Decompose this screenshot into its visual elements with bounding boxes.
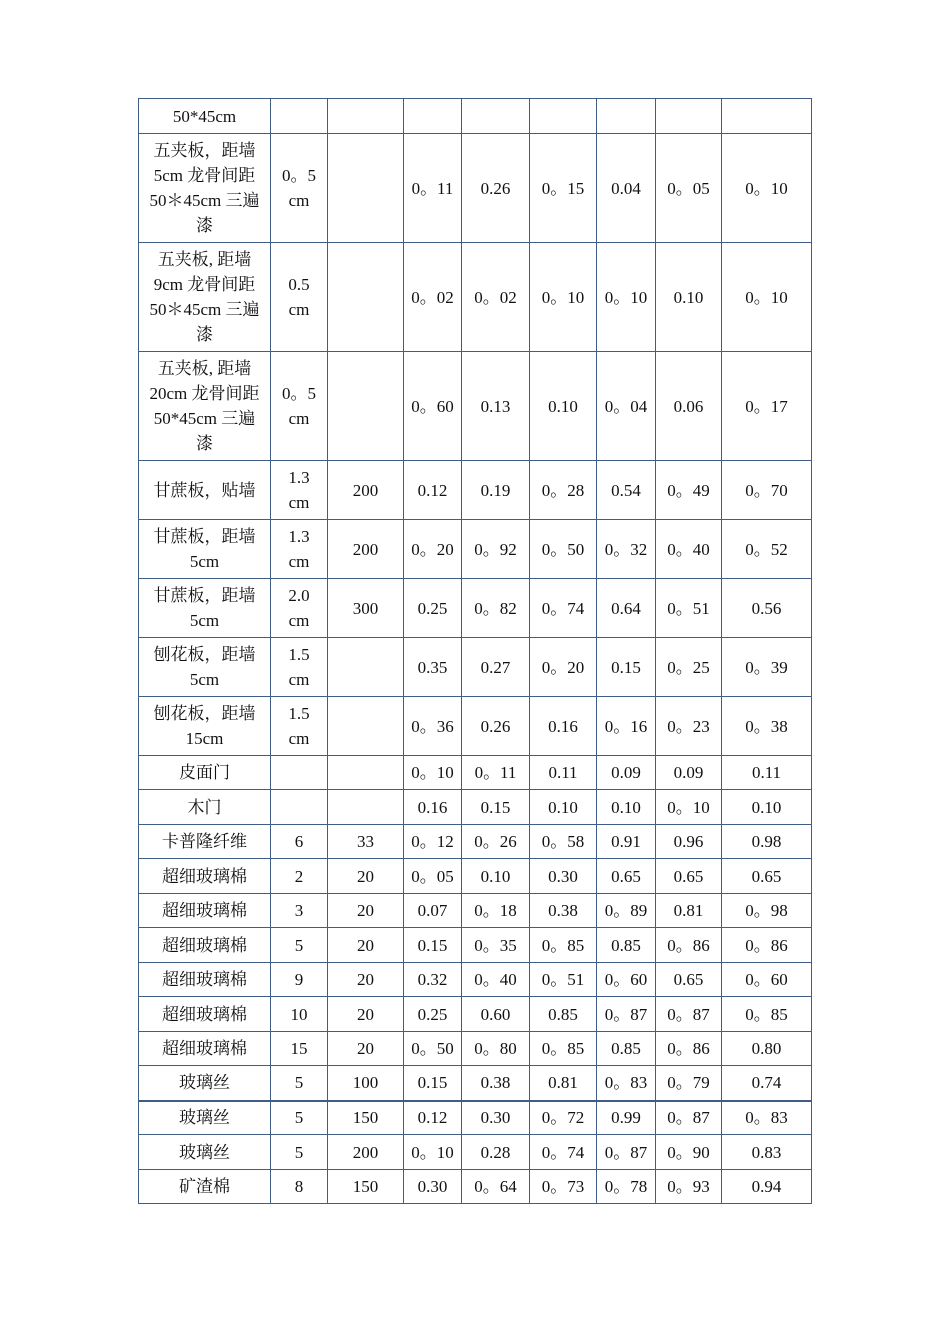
density-cell (328, 352, 404, 461)
table-row (139, 520, 812, 579)
table-row (139, 756, 812, 790)
coef-cell-1: 0。05 (404, 859, 462, 894)
coef-cell-5: 0.81 (656, 894, 722, 928)
coef-cell-5: 0.65 (656, 859, 722, 894)
thickness-cell: 8 (271, 1170, 328, 1204)
coef-cell-3: 0.38 (530, 894, 597, 928)
coef-cell-4: 0.85 (597, 928, 656, 963)
material-cell: 玻璃丝 (139, 1135, 271, 1170)
density-cell (328, 756, 404, 790)
coef-cell-1: 0.12 (404, 461, 462, 520)
coef-cell-5: 0。23 (656, 697, 722, 756)
material-cell: 皮面门 (139, 756, 271, 790)
coef-cell-2: 0.27 (462, 638, 530, 697)
coef-cell-2: 0.60 (462, 997, 530, 1032)
coef-cell-1: 0.07 (404, 894, 462, 928)
coef-cell-1: 0.15 (404, 928, 462, 963)
thickness-cell (271, 790, 328, 825)
table-row (139, 894, 812, 928)
material-cell: 甘蔗板，贴墙 (139, 461, 271, 520)
coef-cell-1: 0。10 (404, 756, 462, 790)
coef-cell-4: 0.09 (597, 756, 656, 790)
coef-cell-3: 0.81 (530, 1066, 597, 1101)
coef-cell-4: 0.15 (597, 638, 656, 697)
coef-cell-3: 0.10 (530, 352, 597, 461)
coef-cell-3: 0.30 (530, 859, 597, 894)
coef-cell-4: 0。32 (597, 520, 656, 579)
coef-cell-1: 0.32 (404, 963, 462, 997)
density-cell (328, 638, 404, 697)
coef-cell-3 (530, 99, 597, 134)
coef-cell-6: 0.74 (722, 1066, 812, 1101)
density-cell: 20 (328, 859, 404, 894)
density-cell: 33 (328, 825, 404, 859)
coef-cell-5: 0。40 (656, 520, 722, 579)
material-cell: 超细玻璃棉 (139, 1032, 271, 1066)
coef-cell-6: 0。83 (722, 1101, 812, 1135)
coef-cell-4 (597, 99, 656, 134)
coef-cell-2: 0。35 (462, 928, 530, 963)
coef-cell-5: 0。05 (656, 134, 722, 243)
coef-cell-6: 0.56 (722, 579, 812, 638)
coef-cell-4: 0。10 (597, 243, 656, 352)
coef-cell-2: 0。64 (462, 1170, 530, 1204)
coef-cell-6: 0。38 (722, 697, 812, 756)
material-cell: 木门 (139, 790, 271, 825)
material-cell: 玻璃丝 (139, 1066, 271, 1101)
coef-cell-1: 0.30 (404, 1170, 462, 1204)
coef-cell-4: 0。60 (597, 963, 656, 997)
material-cell: 五夹板，距墙 5cm 龙骨间距 50＊45cm 三遍 漆 (139, 134, 271, 243)
coef-cell-1: 0。10 (404, 1135, 462, 1170)
coef-cell-2: 0.30 (462, 1101, 530, 1135)
coef-cell-4: 0.65 (597, 859, 656, 894)
thickness-cell (271, 756, 328, 790)
coef-cell-6: 0。86 (722, 928, 812, 963)
coef-cell-6: 0。98 (722, 894, 812, 928)
coef-cell-2: 0。18 (462, 894, 530, 928)
coef-cell-1: 0。20 (404, 520, 462, 579)
coef-cell-5: 0。49 (656, 461, 722, 520)
thickness-cell: 0。5 cm (271, 134, 328, 243)
coef-cell-5: 0.65 (656, 963, 722, 997)
density-cell: 20 (328, 997, 404, 1032)
table-row (139, 352, 812, 461)
table-row (139, 697, 812, 756)
table-row (139, 1032, 812, 1066)
coef-cell-3: 0。74 (530, 1135, 597, 1170)
coef-cell-5: 0。90 (656, 1135, 722, 1170)
coef-cell-1: 0。36 (404, 697, 462, 756)
table-row (139, 243, 812, 352)
density-cell: 20 (328, 1032, 404, 1066)
density-cell: 20 (328, 894, 404, 928)
density-cell: 150 (328, 1170, 404, 1204)
coef-cell-6: 0.10 (722, 790, 812, 825)
thickness-cell: 2 (271, 859, 328, 894)
coef-cell-3: 0.10 (530, 790, 597, 825)
coef-cell-2 (462, 99, 530, 134)
thickness-cell (271, 99, 328, 134)
coef-cell-2: 0。40 (462, 963, 530, 997)
density-cell: 200 (328, 461, 404, 520)
coef-cell-1: 0.35 (404, 638, 462, 697)
material-cell: 卡普隆纤维 (139, 825, 271, 859)
table-row (139, 1170, 812, 1204)
coef-cell-2: 0。80 (462, 1032, 530, 1066)
coef-cell-5 (656, 99, 722, 134)
coef-cell-2: 0.38 (462, 1066, 530, 1101)
material-cell: 甘蔗板，距墙 5cm (139, 520, 271, 579)
coef-cell-6: 0。10 (722, 243, 812, 352)
coef-cell-4: 0.64 (597, 579, 656, 638)
material-cell: 超细玻璃棉 (139, 997, 271, 1032)
absorption-table-container (138, 98, 812, 1204)
material-cell: 超细玻璃棉 (139, 859, 271, 894)
coef-cell-2: 0。02 (462, 243, 530, 352)
table-row (139, 134, 812, 243)
coef-cell-2: 0。26 (462, 825, 530, 859)
coef-cell-3: 0。50 (530, 520, 597, 579)
coef-cell-1: 0.15 (404, 1066, 462, 1101)
density-cell: 200 (328, 520, 404, 579)
material-cell: 五夹板, 距墙 9cm 龙骨间距 50＊45cm 三遍 漆 (139, 243, 271, 352)
coef-cell-5: 0。86 (656, 1032, 722, 1066)
coef-cell-3: 0。74 (530, 579, 597, 638)
coef-cell-1: 0。02 (404, 243, 462, 352)
coef-cell-3: 0。85 (530, 1032, 597, 1066)
coef-cell-3: 0。51 (530, 963, 597, 997)
thickness-cell: 2.0 cm (271, 579, 328, 638)
coef-cell-4: 0。89 (597, 894, 656, 928)
thickness-cell: 0.5 cm (271, 243, 328, 352)
coef-cell-5: 0。87 (656, 997, 722, 1032)
material-cell: 五夹板, 距墙 20cm 龙骨间距 50*45cm 三遍 漆 (139, 352, 271, 461)
material-cell: 甘蔗板，距墙 5cm (139, 579, 271, 638)
coef-cell-5: 0。86 (656, 928, 722, 963)
coef-cell-5: 0.10 (656, 243, 722, 352)
thickness-cell: 1.5 cm (271, 638, 328, 697)
coef-cell-4: 0。16 (597, 697, 656, 756)
coef-cell-6: 0。85 (722, 997, 812, 1032)
density-cell: 150 (328, 1101, 404, 1135)
coef-cell-3: 0.11 (530, 756, 597, 790)
coef-cell-4: 0。78 (597, 1170, 656, 1204)
coef-cell-6: 0.65 (722, 859, 812, 894)
thickness-cell: 9 (271, 963, 328, 997)
thickness-cell: 15 (271, 1032, 328, 1066)
absorption-table (138, 98, 812, 1204)
thickness-cell: 0。5 cm (271, 352, 328, 461)
coef-cell-6 (722, 99, 812, 134)
table-row (139, 1066, 812, 1101)
coef-cell-6: 0。52 (722, 520, 812, 579)
thickness-cell: 5 (271, 1066, 328, 1101)
table-row (139, 1101, 812, 1135)
density-cell (328, 790, 404, 825)
coef-cell-6: 0。17 (722, 352, 812, 461)
coef-cell-1: 0。50 (404, 1032, 462, 1066)
material-cell: 矿渣棉 (139, 1170, 271, 1204)
table-row (139, 997, 812, 1032)
coef-cell-2: 0.15 (462, 790, 530, 825)
coef-cell-2: 0.26 (462, 134, 530, 243)
table-row (139, 579, 812, 638)
coef-cell-1: 0.25 (404, 579, 462, 638)
coef-cell-1: 0.16 (404, 790, 462, 825)
coef-cell-5: 0。51 (656, 579, 722, 638)
density-cell (328, 697, 404, 756)
coef-cell-2: 0.26 (462, 697, 530, 756)
coef-cell-2: 0。92 (462, 520, 530, 579)
thickness-cell: 3 (271, 894, 328, 928)
density-cell: 100 (328, 1066, 404, 1101)
coef-cell-1: 0。60 (404, 352, 462, 461)
thickness-cell: 10 (271, 997, 328, 1032)
coef-cell-2: 0。11 (462, 756, 530, 790)
coef-cell-6: 0。10 (722, 134, 812, 243)
thickness-cell: 5 (271, 1135, 328, 1170)
coef-cell-3: 0。15 (530, 134, 597, 243)
density-cell (328, 134, 404, 243)
coef-cell-4: 0.91 (597, 825, 656, 859)
thickness-cell: 5 (271, 928, 328, 963)
thickness-cell: 1.3 cm (271, 520, 328, 579)
density-cell: 20 (328, 963, 404, 997)
coef-cell-3: 0.16 (530, 697, 597, 756)
thickness-cell: 6 (271, 825, 328, 859)
coef-cell-1: 0.12 (404, 1101, 462, 1135)
coef-cell-6: 0.94 (722, 1170, 812, 1204)
coef-cell-3: 0。10 (530, 243, 597, 352)
coef-cell-2: 0.28 (462, 1135, 530, 1170)
coef-cell-6: 0.80 (722, 1032, 812, 1066)
table-row (139, 928, 812, 963)
coef-cell-1 (404, 99, 462, 134)
coef-cell-3: 0。20 (530, 638, 597, 697)
table-row (139, 859, 812, 894)
material-cell: 超细玻璃棉 (139, 963, 271, 997)
coef-cell-4: 0.85 (597, 1032, 656, 1066)
coef-cell-5: 0.06 (656, 352, 722, 461)
table-body (139, 99, 812, 1204)
coef-cell-4: 0。83 (597, 1066, 656, 1101)
table-row (139, 790, 812, 825)
coef-cell-4: 0。04 (597, 352, 656, 461)
coef-cell-6: 0.98 (722, 825, 812, 859)
thickness-cell: 1.5 cm (271, 697, 328, 756)
coef-cell-5: 0。25 (656, 638, 722, 697)
coef-cell-3: 0。72 (530, 1101, 597, 1135)
material-cell: 玻璃丝 (139, 1101, 271, 1135)
coef-cell-4: 0.54 (597, 461, 656, 520)
table-row (139, 825, 812, 859)
coef-cell-4: 0.04 (597, 134, 656, 243)
coef-cell-4: 0。87 (597, 1135, 656, 1170)
coef-cell-4: 0.10 (597, 790, 656, 825)
density-cell (328, 243, 404, 352)
coef-cell-5: 0。10 (656, 790, 722, 825)
coef-cell-1: 0。12 (404, 825, 462, 859)
coef-cell-5: 0。93 (656, 1170, 722, 1204)
table-row (139, 638, 812, 697)
coef-cell-6: 0。60 (722, 963, 812, 997)
coef-cell-2: 0.10 (462, 859, 530, 894)
material-cell: 超细玻璃棉 (139, 928, 271, 963)
density-cell: 20 (328, 928, 404, 963)
coef-cell-2: 0。82 (462, 579, 530, 638)
material-cell: 刨花板，距墙 5cm (139, 638, 271, 697)
coef-cell-6: 0。70 (722, 461, 812, 520)
thickness-cell: 1.3 cm (271, 461, 328, 520)
density-cell: 300 (328, 579, 404, 638)
coef-cell-3: 0。73 (530, 1170, 597, 1204)
coef-cell-5: 0.96 (656, 825, 722, 859)
thickness-cell: 5 (271, 1101, 328, 1135)
coef-cell-3: 0.85 (530, 997, 597, 1032)
table-row (139, 99, 812, 134)
coef-cell-3: 0。58 (530, 825, 597, 859)
coef-cell-6: 0.11 (722, 756, 812, 790)
coef-cell-5: 0.09 (656, 756, 722, 790)
coef-cell-3: 0。28 (530, 461, 597, 520)
coef-cell-1: 0.25 (404, 997, 462, 1032)
coef-cell-2: 0.19 (462, 461, 530, 520)
coef-cell-5: 0。87 (656, 1101, 722, 1135)
coef-cell-4: 0。87 (597, 997, 656, 1032)
table-row (139, 963, 812, 997)
material-cell: 刨花板，距墙 15cm (139, 697, 271, 756)
density-cell: 200 (328, 1135, 404, 1170)
material-cell: 50*45cm (139, 99, 271, 134)
coef-cell-6: 0.83 (722, 1135, 812, 1170)
coef-cell-4: 0.99 (597, 1101, 656, 1135)
coef-cell-1: 0。11 (404, 134, 462, 243)
material-cell: 超细玻璃棉 (139, 894, 271, 928)
table-row (139, 1135, 812, 1170)
coef-cell-3: 0。85 (530, 928, 597, 963)
coef-cell-2: 0.13 (462, 352, 530, 461)
density-cell (328, 99, 404, 134)
table-row (139, 461, 812, 520)
coef-cell-5: 0。79 (656, 1066, 722, 1101)
coef-cell-6: 0。39 (722, 638, 812, 697)
